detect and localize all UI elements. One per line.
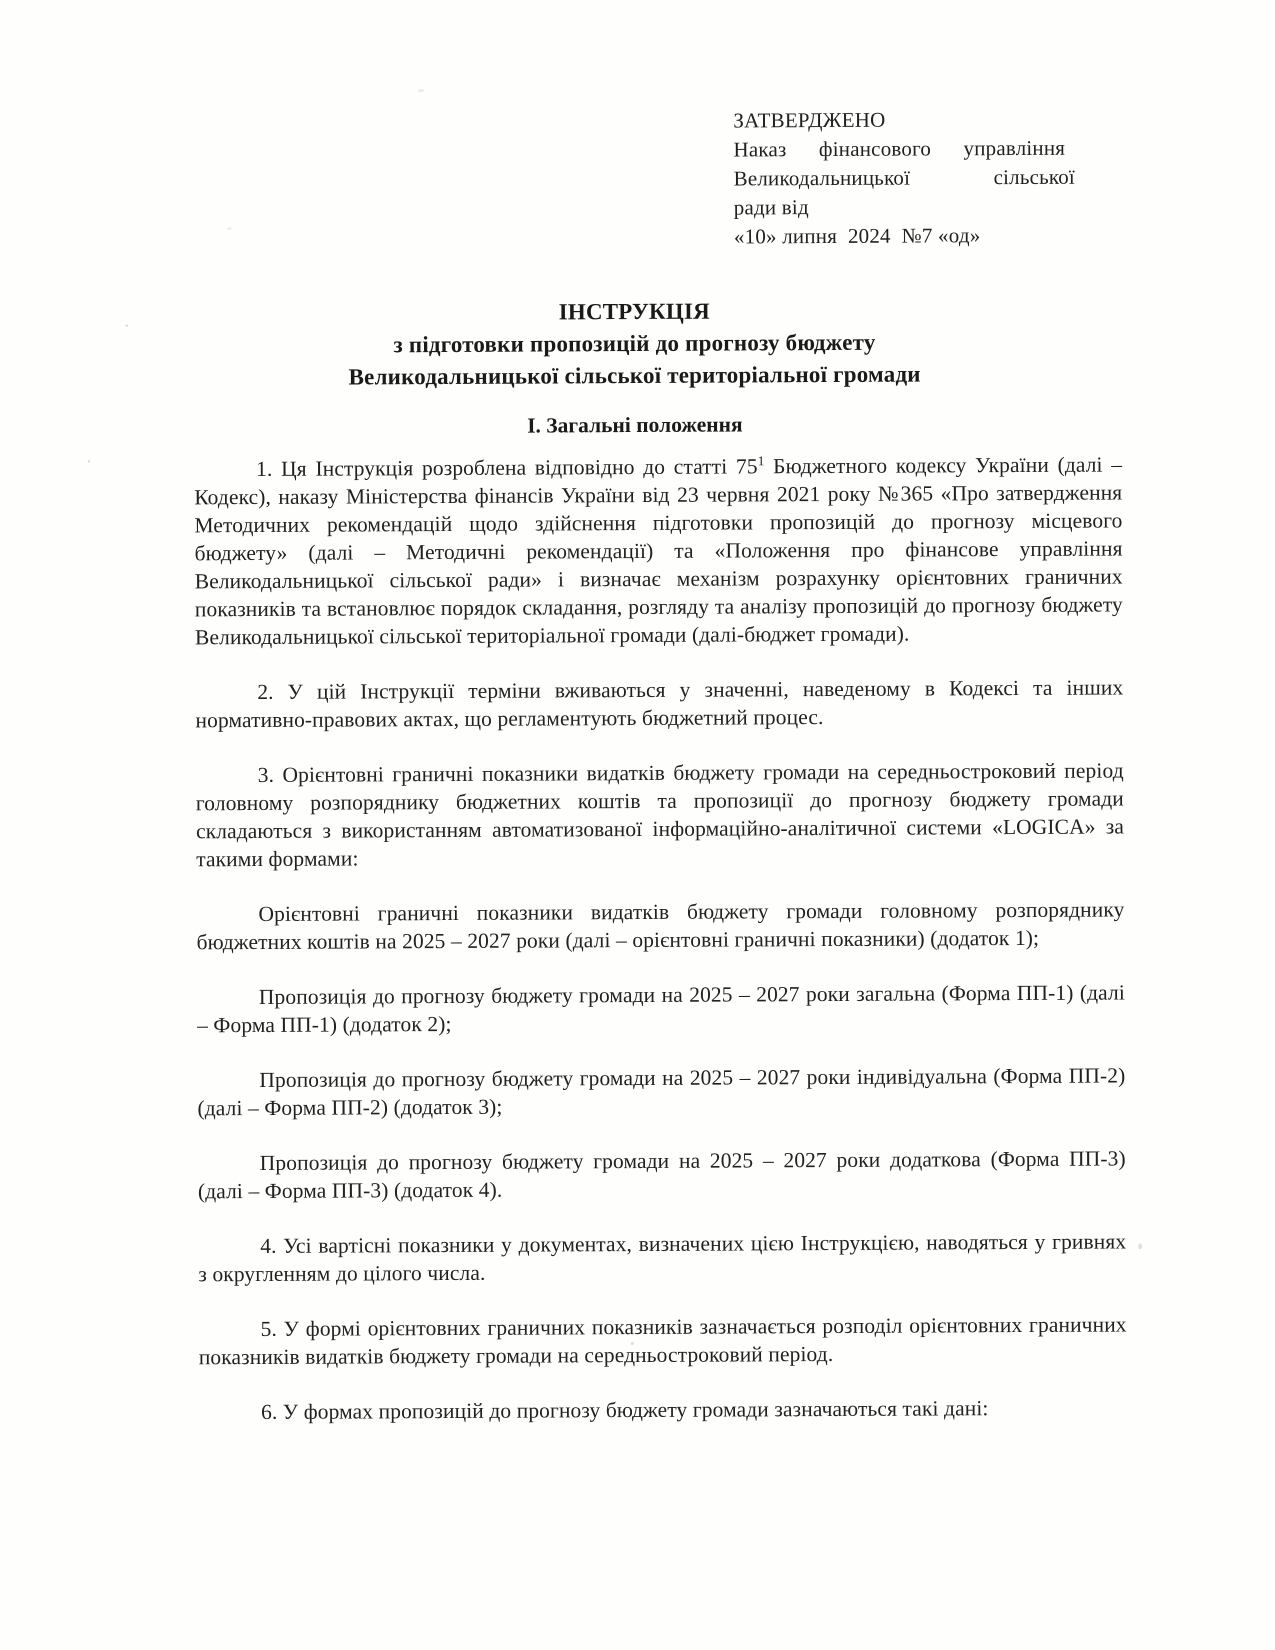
paragraph-form-pp3: Пропозиція до прогнозу бюджету громади на 2025 – 2027 роки додаткова (Форма ПП-3) (далі – Форма ПП-3) (додаток 4).	[197, 1146, 1126, 1204]
section-heading: І. Загальні положення	[527, 412, 743, 438]
paragraph-6: 6. У формах пропозицій до прогнозу бюджету громади зазначаються такі дані:	[261, 1396, 989, 1424]
title-line-3: Великодальницької сільської територіальної громади	[348, 361, 921, 390]
paragraph-1	[194, 450, 1123, 651]
scan-speck	[418, 89, 424, 92]
paragraph-1-text-after-superscript: Бюджетного кодексу України (далі – Кодекс), наказу Міністерства фінансів України від 23 червня 2021 року №365 «Про затвердження Методичних рекомендацій щодо здійснення підготовки пропозицій до прогнозу місцевого бюджету» (далі – Методичні рекомендації) та «Положення про фінансове управління Великодальницької сільської ради» і визначає механізм розрахунку орієнтовних граничних показників та встановлює порядок складання, розгляду та аналізу пропозицій до прогнозу бюджету Великодальницької сільської територіальної громади (далі-бюджет громади).	[194, 452, 1123, 650]
approval-block	[733, 105, 1096, 252]
document-title	[169, 294, 1099, 395]
paragraph-1-text-before-superscript: 1. Ця Інструкція розроблена відповідно до статті 75	[256, 454, 758, 481]
document-body	[194, 450, 1127, 1426]
title-line-1: ІНСТРУКЦІЯ	[558, 298, 711, 325]
paragraph-form-pp1: Пропозиція до прогнозу бюджету громади на 2025 – 2027 роки загальна (Форма ПП-1) (далі – Форма ПП-1) (додаток 2);	[196, 980, 1125, 1038]
scan-speck	[88, 460, 90, 463]
title-line-2: з підготовки пропозицій до прогнозу бюджету	[393, 329, 876, 358]
approval-order-line-1: Наказ фінансового управління	[733, 135, 1066, 162]
scan-speck	[631, 1342, 634, 1345]
paragraph-3: 3. Орієнтовні граничні показники видатків бюджету громади на середньостроковий період головному розпоряднику бюджетних коштів та пропозиції до прогнозу бюджету громади складаються з використанням автоматизованої інформаційно-аналітичної системи «LOGICA» за такими формами:	[195, 758, 1125, 872]
article-superscript: 1	[757, 453, 765, 469]
approval-stamp: ЗАТВЕРДЖЕНО	[733, 107, 886, 133]
approval-order-line-2: Великодальницької сільської	[733, 164, 1076, 191]
scan-speck	[227, 227, 232, 230]
paragraph-form-pp2: Пропозиція до прогнозу бюджету громади на 2025 – 2027 роки індивідуальна (Форма ПП-2) (далі – Форма ПП-2) (додаток 3);	[197, 1063, 1126, 1121]
approval-order-line-3: ради від	[733, 195, 809, 220]
paragraph-form-limits: Орієнтовні граничні показники видатків бюджету громади головному розпоряднику бюджетних коштів на 2025 – 2027 роки (далі – орієнтовні граничні показники) (додаток 1);	[196, 897, 1125, 955]
approval-order-date: «10» липня 2024 №7 «од»	[733, 223, 981, 249]
paragraph-2: 2. У цій Інструкції терміни вживаються у значенні, наведеному в Кодексі та інших нормативно-правових актах, що регламентують бюджетний процес.	[195, 675, 1124, 733]
scan-speck	[1138, 1243, 1142, 1249]
scan-speck	[125, 325, 128, 327]
paragraph-5: 5. У формі орієнтовних граничних показників зазначається розподіл орієнтовних граничних показників видатків бюджету громади на середньостроковий період.	[198, 1312, 1127, 1370]
paragraph-4: 4. Усі вартісні показники у документах, визначених цією Інструкцією, наводяться у гривнях з округленням до цілого числа.	[198, 1229, 1127, 1287]
